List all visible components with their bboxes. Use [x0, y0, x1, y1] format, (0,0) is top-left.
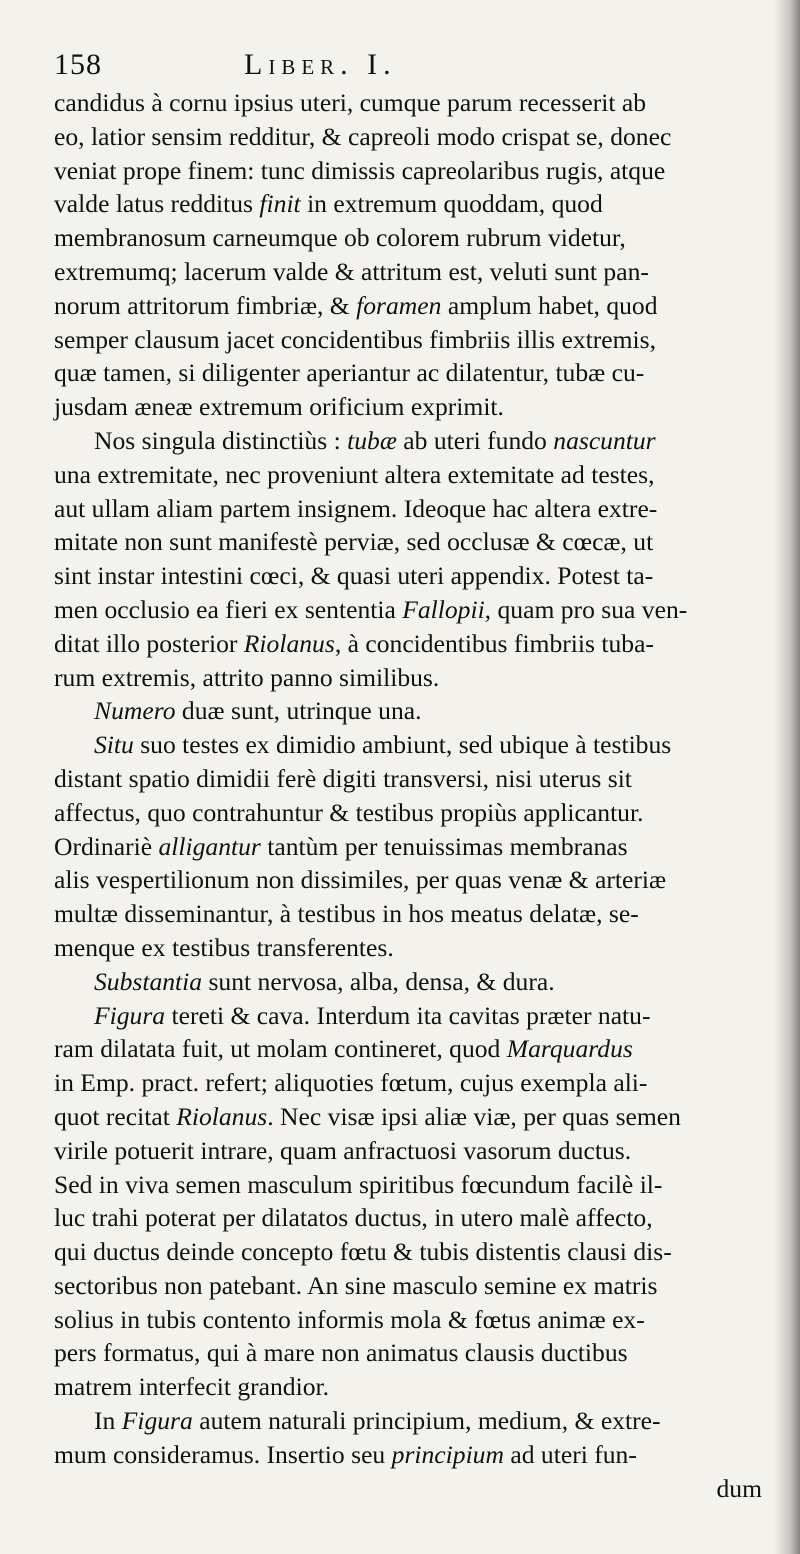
text-line [54, 559, 766, 593]
text-line [54, 1404, 766, 1438]
text-line [54, 120, 766, 154]
text-line [54, 525, 766, 559]
text-segment: men occlusio ea fieri ex sententia [54, 594, 403, 624]
text-line [54, 390, 766, 424]
text-segment: distant spatio dimidii ferè digiti transversi, nisi uterus sit [54, 763, 632, 793]
text-segment: qui ductus deinde concepto fœtu & tubis distentis clausi dis- [54, 1237, 672, 1267]
text-line [54, 728, 766, 762]
text-segment: ad uteri fun- [503, 1439, 637, 1469]
text-segment: valde latus redditus [54, 189, 260, 219]
italic-term: Substantia [94, 966, 203, 996]
text-segment: matrem interfecit grandior. [54, 1372, 330, 1402]
text-segment: pers formatus, qui à mare non animatus clausis ductibus [54, 1338, 628, 1368]
text-line [54, 627, 766, 661]
text-line [54, 1066, 766, 1100]
text-line [54, 154, 766, 188]
text-segment: duæ sunt, utrinque una. [175, 696, 422, 726]
text-line [54, 863, 766, 897]
text-segment: quam pro sua ven- [491, 594, 688, 624]
text-segment: mitate non sunt manifestè perviæ, sed occlusæ & cœcæ, ut [54, 527, 654, 557]
text-line [54, 255, 766, 289]
text-line [54, 1032, 766, 1066]
text-segment: ram dilatata fuit, ut molam contineret, quod [54, 1034, 507, 1064]
italic-term: alligantur [158, 831, 261, 861]
text-segment: amplum habet, quod [441, 290, 658, 320]
text-line [54, 1100, 766, 1134]
text-segment: affectus, quo contrahuntur & testibus propiùs applicantur. [54, 797, 644, 827]
text-segment: una extremitate, nec proveniunt altera extemitate ad testes, [54, 459, 655, 489]
text-segment: aut ullam aliam partem insignem. Ideoque hac altera extre- [54, 493, 658, 523]
text-segment: tereti & cava. Interdum ita cavitas præter natu- [165, 1000, 651, 1030]
italic-term: Riolanus [176, 1101, 268, 1131]
text-line [54, 86, 766, 120]
running-head: Liber. I. [244, 48, 397, 81]
text-segment: In [94, 1406, 122, 1436]
text-segment: multæ disseminantur, à testibus in hos meatus delatæ, se- [54, 899, 639, 929]
text-line [54, 796, 766, 830]
text-line [54, 187, 766, 221]
text-line [54, 965, 766, 999]
text-segment: jusdam æneæ extremum orificium exprimit. [54, 392, 504, 422]
italic-term: Marquardus [506, 1034, 633, 1064]
text-segment: solius in tubis contento informis mola & fœtus animæ ex- [54, 1304, 645, 1334]
body-text [54, 86, 766, 1505]
text-line [54, 762, 766, 796]
text-line [54, 1134, 766, 1168]
text-segment: Ordinariè [54, 831, 159, 861]
text-segment: rum extremis, attrito panno similibus. [54, 662, 440, 692]
text-segment: in Emp. pract. refert; aliquoties fœtum, cujus exempla ali- [54, 1068, 648, 1098]
text-segment: membranosum carneumque ob colorem rubrum videtur, [54, 223, 626, 253]
text-segment: suo testes ex dimidio ambiunt, sed ubique à testibus [133, 730, 672, 760]
text-line [54, 1438, 766, 1472]
page-number: 158 [54, 48, 102, 81]
italic-term: tubæ [347, 425, 397, 455]
text-line [54, 1201, 766, 1235]
text-segment: quot recitat [54, 1101, 177, 1131]
italic-term: Numero [94, 696, 176, 726]
text-line [54, 931, 766, 965]
text-line [54, 1235, 766, 1269]
italic-term: Situ [94, 730, 134, 760]
text-segment: candidus à cornu ipsius uteri, cumque parum recesserit ab [54, 88, 647, 117]
text-line [54, 221, 766, 255]
text-segment: veniat prope finem: tunc dimissis capreolaribus rugis, atque [54, 155, 666, 185]
text-line [54, 661, 766, 695]
text-segment: ab uteri fundo [396, 425, 554, 455]
text-line [54, 1269, 766, 1303]
text-line [54, 492, 766, 526]
text-segment: norum attritorum fimbriæ, & [54, 290, 357, 320]
text-segment: dum [716, 1473, 762, 1503]
text-line [54, 1336, 766, 1370]
text-segment: eo, latior sensim redditur, & capreoli modo crispat se, donec [54, 121, 672, 151]
text-segment: mum consideramus. Insertio seu [54, 1439, 392, 1469]
text-line [54, 897, 766, 931]
text-segment: extremumq; lacerum valde & attritum est, veluti sunt pan- [54, 256, 649, 286]
text-line [54, 1303, 766, 1337]
text-line [54, 424, 766, 458]
page-header [54, 44, 766, 86]
text-line [54, 1370, 766, 1404]
text-segment: tantùm per tenuissimas membranas [260, 831, 628, 861]
italic-term: finit [259, 189, 301, 219]
text-line [54, 593, 766, 627]
text-segment: Sed in viva semen masculum spiritibus fœcundum facilè il- [54, 1169, 663, 1199]
text-segment: autem naturali principium, medium, & extre- [192, 1406, 661, 1436]
italic-term: Figura [121, 1406, 193, 1436]
italic-term: nascuntur [553, 425, 656, 455]
text-segment: in extremum quoddam, quod [300, 189, 603, 219]
text-segment: alis vespertilionum non dissimiles, per quas venæ & arteriæ [54, 865, 667, 895]
italic-term: foramen [356, 290, 442, 320]
page-edge-shadow [774, 0, 800, 1554]
text-segment: Nos singula distinctiùs : [94, 425, 348, 455]
text-segment: sint instar intestini cœci, & quasi uteri appendix. Potest ta- [54, 561, 654, 591]
italic-term: principium [391, 1439, 504, 1469]
text-segment: , à concidentibus fimbriis tuba- [334, 628, 654, 658]
text-line [54, 1168, 766, 1202]
text-segment: semper clausum jacet concidentibus fimbriis illis extremis, [54, 324, 657, 354]
text-line [54, 323, 766, 357]
text-segment: sectoribus non patebant. An sine masculo semine ex matris [54, 1270, 658, 1300]
catchword [54, 1472, 766, 1506]
text-segment: . Nec visæ ipsi aliæ viæ, per quas semen [267, 1101, 681, 1131]
text-line [54, 830, 766, 864]
text-segment: virile potuerit intrare, quam anfractuosi vasorum ductus. [54, 1135, 632, 1165]
text-segment: menque ex testibus transferentes. [54, 932, 394, 962]
text-line [54, 289, 766, 323]
text-segment: quæ tamen, si diligenter aperiantur ac dilatentur, tubæ cu- [54, 358, 645, 388]
text-line [54, 999, 766, 1033]
text-line [54, 458, 766, 492]
italic-term: Fallopii, [402, 594, 492, 624]
text-line [54, 694, 766, 728]
text-segment: sunt nervosa, alba, densa, & dura. [202, 966, 555, 996]
text-segment: ditat illo posterior [54, 628, 244, 658]
italic-term: Riolanus [243, 628, 335, 658]
italic-term: Figura [94, 1000, 166, 1030]
text-line [54, 356, 766, 390]
text-segment: luc trahi poterat per dilatatos ductus, in utero malè affecto, [54, 1203, 653, 1233]
